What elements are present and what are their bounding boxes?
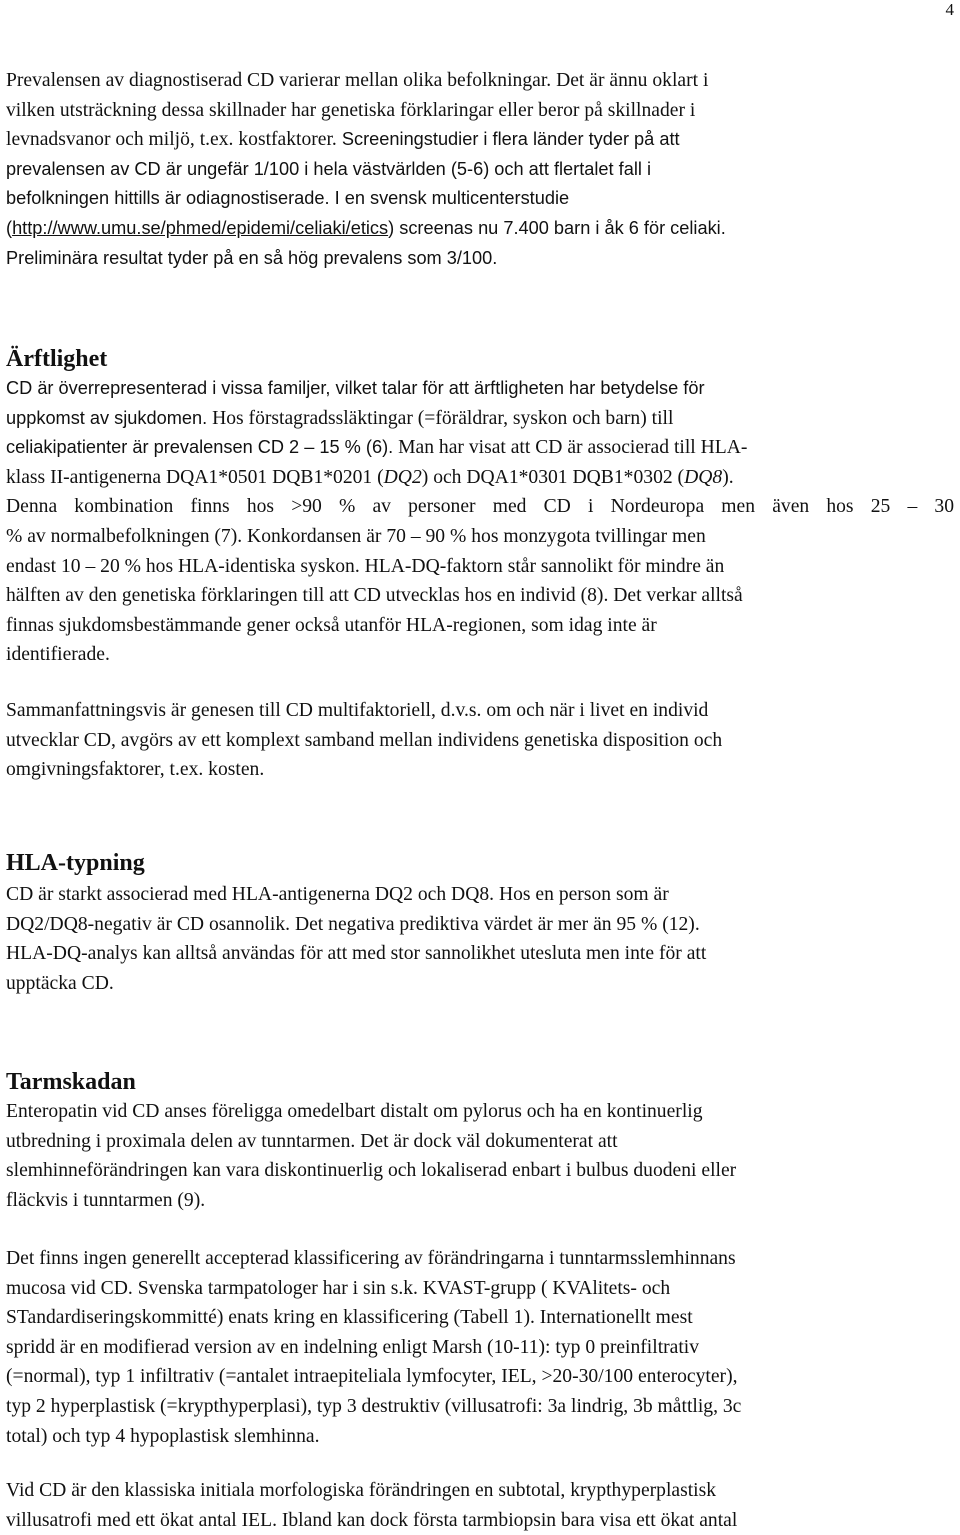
text-span: DQ2 [383, 466, 422, 488]
text-line: CD är överrepresenterad i vissa familjer, vilket talar för att ärftligheten har betydelse för [6, 378, 705, 398]
page-number: 4 [945, 0, 954, 19]
text-line: upptäcka CD. [6, 972, 114, 994]
study-link[interactable]: http://www.umu.se/phmed/epidemi/celiaki/etics [12, 217, 389, 238]
text-line: mucosa vid CD. Svenska tarmpatologer har i sin s.k. KVAST-grupp ( KVAlitets- och [6, 1277, 671, 1299]
tarmskadan-paragraph-2 [6, 1244, 954, 1451]
text-span: ( [6, 217, 13, 238]
text-line: Sammanfattningsvis är genesen till CD multifaktoriell, d.v.s. om och när i livet en individ [6, 700, 709, 721]
text-span: klass II-antigenerna DQA1*0501 DQB1*0201 ( [6, 466, 384, 488]
text-line: befolkningen hittills är odiagnostiserade. I en svensk multicenterstudie [6, 188, 570, 209]
text-line: Preliminära resultat tyder på en så hög prevalens som 3/100. [6, 247, 498, 268]
intro-paragraph [6, 66, 954, 273]
text-span: celiakipatienter är prevalensen CD 2 [6, 437, 305, 458]
text-line: total) och typ 4 hypoplastisk slemhinna. [6, 1425, 320, 1447]
text-line: Det finns ingen generellt accepterad klassificering av förändringarna i tunntarmsslemhinnans [6, 1248, 736, 1269]
text-span: uppkomst av sjukdomen. [6, 407, 208, 428]
text-line: hälften av den genetiska förklaringen till att CD utvecklas hos en individ (8). Det verkar alltså [6, 585, 743, 607]
summary-paragraph [6, 696, 954, 785]
text-line: omgivningsfaktorer, t.ex. kosten. [6, 759, 265, 781]
text-line [6, 404, 954, 434]
text-line: Denna kombination finns hos >90 % av personer med CD i Nordeuropa men även hos 25 – 30 [6, 496, 954, 518]
hla-paragraph [6, 880, 954, 998]
text-span: – 15 % (6). [304, 437, 394, 458]
text-span: levnadsvanor och miljö, t.ex. kostfaktorer. [6, 129, 337, 151]
text-line: STandardiseringskommitté) enats kring en klassificering (Tabell 1). Internationellt mest [6, 1307, 693, 1329]
text-line: Prevalensen av diagnostiserad CD varierar mellan olika befolkningar. Det är ännu oklart i [6, 70, 709, 91]
text-line [6, 433, 954, 463]
text-line: Vid CD är den klassiska initiala morfologiska förändringen en subtotal, krypthyperplastisk [6, 1480, 717, 1501]
text-span: ) och DQA1*0301 DQB1*0302 ( [421, 466, 685, 488]
text-line: endast 10 – 20 % hos HLA-identiska syskon. HLA-DQ-faktorn står sannolikt för mindre än [6, 555, 725, 577]
section-heading-tarmskadan: Tarmskadan [6, 1069, 136, 1095]
text-line: typ 2 hyperplastisk (=krypthyperplasi), typ 3 destruktiv (villusatrofi: 3a lindrig, 3b måttlig, 3c [6, 1395, 742, 1417]
text-span: ) screenas nu 7.400 barn i åk 6 för celiaki. [388, 217, 726, 238]
section-heading-hla: HLA-typning [6, 850, 145, 876]
text-line: identifierade. [6, 644, 110, 666]
text-line: prevalensen av CD är ungefär 1/100 i hela västvärlden (5-6) och att flertalet fall i [6, 158, 651, 179]
text-line [6, 125, 954, 155]
tarmskadan-paragraph-3 [6, 1476, 954, 1535]
text-line [6, 463, 954, 493]
text-line: % av normalbefolkningen (7). Konkordansen är 70 – 90 % hos monzygota tvillingar men [6, 525, 706, 547]
text-line: utvecklar CD, avgörs av ett komplext samband mellan individens genetiska disposition och [6, 729, 723, 751]
text-span: ). [722, 466, 734, 488]
text-line: slemhinneförändringen kan vara diskontinuerlig och lokaliserad enbart i bulbus duodeni eller [6, 1160, 737, 1182]
text-line: vilken utsträckning dessa skillnader har genetiska förklaringar eller beror på skillnader i [6, 99, 696, 121]
text-line: (=normal), typ 1 infiltrativ (=antalet intraepiteliala lymfocyter, IEL, >20-30/100 enterocyter), [6, 1366, 738, 1388]
text-line: CD är starkt associerad med HLA-antigenerna DQ2 och DQ8. Hos en person som är [6, 884, 669, 905]
tarmskadan-paragraph-1 [6, 1097, 954, 1215]
arftlighet-paragraph [6, 374, 954, 670]
text-line: fläckvis i tunntarmen (9). [6, 1189, 206, 1211]
text-line: villusatrofi med ett ökat antal IEL. Ibland kan dock första tarmbiopsin bara visa ett ökat antal [6, 1509, 738, 1531]
text-span: Screeningstudier i flera länder tyder på att [336, 129, 680, 150]
section-heading-arftlighet: Ärftlighet [6, 346, 108, 372]
text-line: Enteropatin vid CD anses föreligga omedelbart distalt om pylorus och ha en kontinuerlig [6, 1101, 703, 1122]
text-span: Hos förstagradssläktingar (=föräldrar, syskon och barn) till [207, 407, 674, 429]
text-span: DQ8 [684, 466, 723, 488]
text-line: finnas sjukdomsbestämmande gener också utanför HLA-regionen, som idag inte är [6, 614, 657, 636]
text-line: DQ2/DQ8-negativ är CD osannolik. Det negativa prediktiva värdet är mer än 95 % (12). [6, 913, 700, 935]
text-line: utbredning i proximala delen av tunntarmen. Det är dock väl dokumenterat att [6, 1130, 618, 1152]
text-span: Man har visat att CD är associerad till HLA- [393, 437, 748, 459]
text-line: HLA-DQ-analys kan alltså användas för att med stor sannolikhet utesluta men inte för att [6, 943, 707, 965]
text-line [6, 214, 954, 244]
text-line: spridd är en modifierad version av en indelning enligt Marsh (10-11): typ 0 preinfiltrativ [6, 1336, 700, 1358]
